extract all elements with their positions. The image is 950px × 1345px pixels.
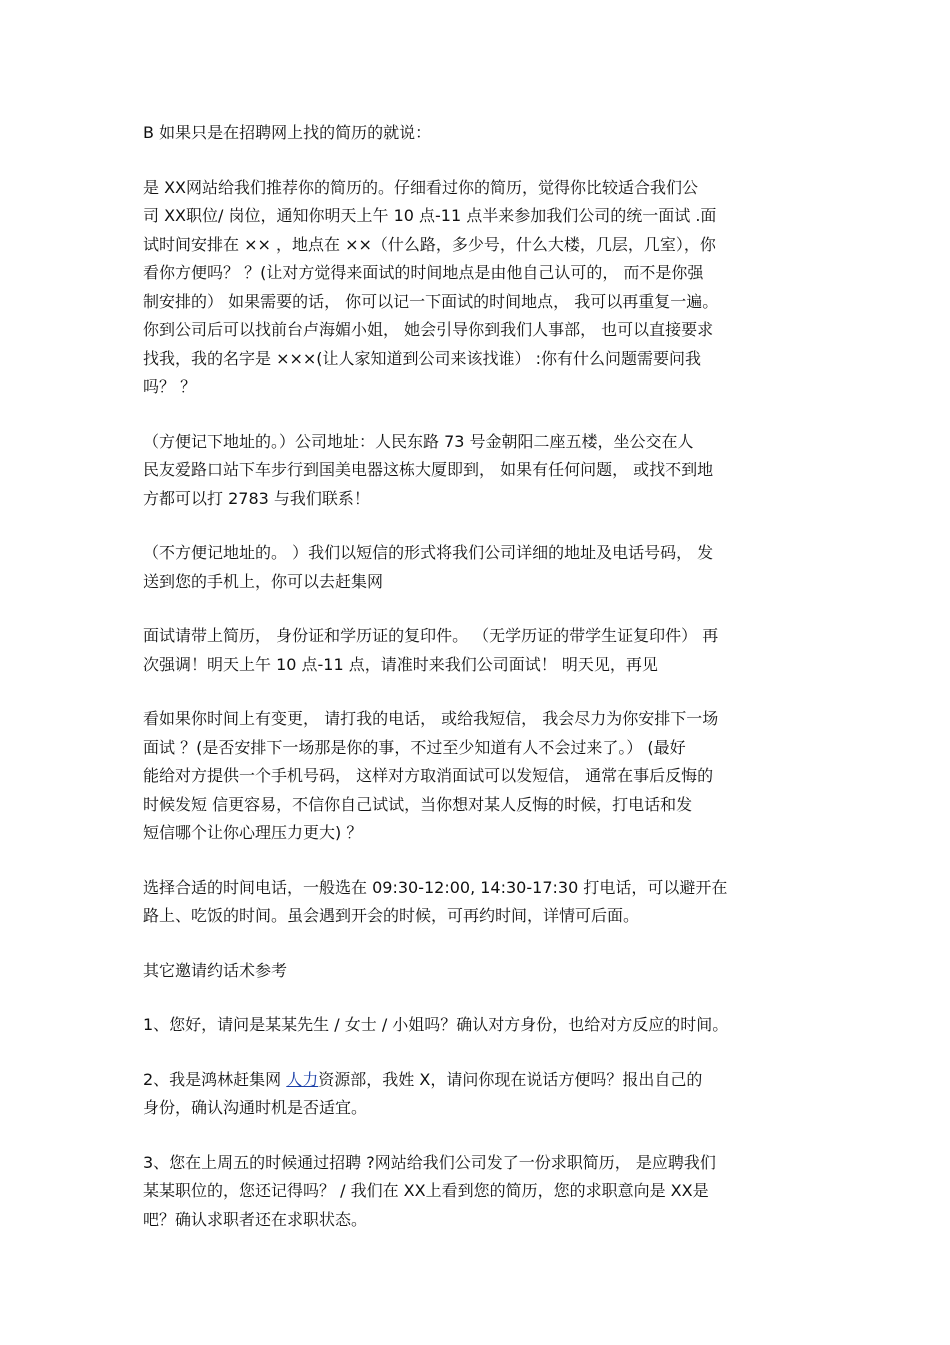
text-line: 司 XX职位/ 岗位，通知你明天上午 10 点-11 点半来参加我们公司的统一面试 .面 bbox=[143, 206, 717, 225]
text-line: B 如果只是在招聘网上找的简历的就说： bbox=[143, 123, 432, 142]
text-line: 制安排的） 如果需要的话， 你可以记一下面试的时间地点， 我可以再重复一遍。 bbox=[143, 291, 719, 311]
text-line: 面试 ？(是否安排下一场那是你的事，不过至少知道有人不会过来了。） (最好 bbox=[143, 737, 686, 757]
text-line: 找我，我的名字是 ×××(让人家知道到公司来该找谁） :你有什么问题需要问我 bbox=[143, 348, 702, 368]
paragraph-documents-reminder bbox=[143, 622, 813, 679]
text-line: 路上、吃饭的时间。虽会遇到开会的时候，可再约时间，详情可后面。 bbox=[143, 906, 640, 925]
list-item-3 bbox=[143, 1149, 813, 1235]
list-item-1 bbox=[143, 1011, 813, 1040]
text-line: 短信哪个让你心理压力更大) ？ bbox=[143, 823, 363, 842]
text-line: 吗？ ？ bbox=[143, 377, 197, 396]
text-line: 方都可以打 2783 与我们联系！ bbox=[143, 488, 370, 508]
text-fragment: 2、我是鸿林赶集网 bbox=[143, 1069, 287, 1089]
paragraph-intro bbox=[143, 119, 813, 148]
text-line: （不方便记地址的。 ）我们以短信的形式将我们公司详细的地址及电话号码， 发 bbox=[143, 543, 714, 562]
text-line: （方便记下地址的。）公司地址：人民东路 73 号金朝阳二座五楼，坐公交在人 bbox=[143, 431, 694, 451]
hr-link[interactable]: 人力 bbox=[286, 1069, 319, 1089]
paragraph-invitation-script bbox=[143, 174, 813, 402]
text-line: 身份，确认沟通时机是否适宜。 bbox=[143, 1098, 368, 1117]
text-fragment: 资源部，我姓 X，请问你现在说话方便吗？报出自己的 bbox=[318, 1069, 703, 1089]
paragraph-address bbox=[143, 428, 813, 514]
paragraph-schedule-change bbox=[143, 705, 813, 848]
text-line: 1、您好，请问是某某先生 / 女士 / 小姐吗？确认对方身份，也给对方反应的时间。 bbox=[143, 1015, 729, 1034]
document-body bbox=[143, 119, 813, 1260]
paragraph-sms-address bbox=[143, 539, 813, 596]
text-line: 其它邀请约话术参考 bbox=[143, 960, 288, 980]
section-heading bbox=[143, 957, 813, 986]
text-line: 某某职位的，您还记得吗？ / 我们在 XX上看到您的简历，您的求职意向是 XX是 bbox=[143, 1181, 709, 1200]
text-line: 3、您在上周五的时候通过招聘 ?网站给我们公司发了一份求职简历， 是应聘我们 bbox=[143, 1152, 716, 1172]
text-line: 看你方便吗？ ？(让对方觉得来面试的时间地点是由他自己认可的， 而不是你强 bbox=[143, 263, 704, 282]
text-line: 面试请带上简历， 身份证和学历证的复印件。 （无学历证的带学生证复印件） 再 bbox=[143, 626, 719, 645]
text-line: 民友爱路口站下车步行到国美电器这栋大厦即到， 如果有任何问题， 或找不到地 bbox=[143, 460, 714, 479]
list-item-2 bbox=[143, 1066, 813, 1123]
text-line: 是 XX网站给我们推荐你的简历的。仔细看过你的简历，觉得你比较适合我们公 bbox=[143, 177, 699, 197]
text-line: 能给对方提供一个手机号码， 这样对方取消面试可以发短信， 通常在事后反悔的 bbox=[143, 766, 714, 785]
text-line: 次强调！明天上午 10 点-11 点，请准时来我们公司面试！ 明天见，再见 bbox=[143, 654, 658, 674]
text-line: 吧？确认求职者还在求职状态。 bbox=[143, 1209, 368, 1229]
text-line: 试时间安排在 ×× ，地点在 ××（什么路，多少号，什么大楼，几层，几室），你 bbox=[143, 234, 716, 254]
text-line: 选择合适的时间电话，一般选在 09:30-12:00, 14:30-17:30 打电话，可以避开在 bbox=[143, 877, 728, 897]
paragraph-call-time bbox=[143, 874, 813, 931]
text-line: 送到您的手机上，你可以去赶集网 bbox=[143, 571, 384, 591]
text-line bbox=[143, 1066, 813, 1095]
text-line: 时候发短 信更容易，不信你自己试试，当你想对某人反悔的时候，打电话和发 bbox=[143, 794, 693, 814]
text-line: 你到公司后可以找前台卢海媚小姐， 她会引导你到我们人事部， 也可以直接要求 bbox=[143, 320, 714, 339]
text-line: 看如果你时间上有变更， 请打我的电话， 或给我短信， 我会尽力为你安排下一场 bbox=[143, 709, 719, 728]
